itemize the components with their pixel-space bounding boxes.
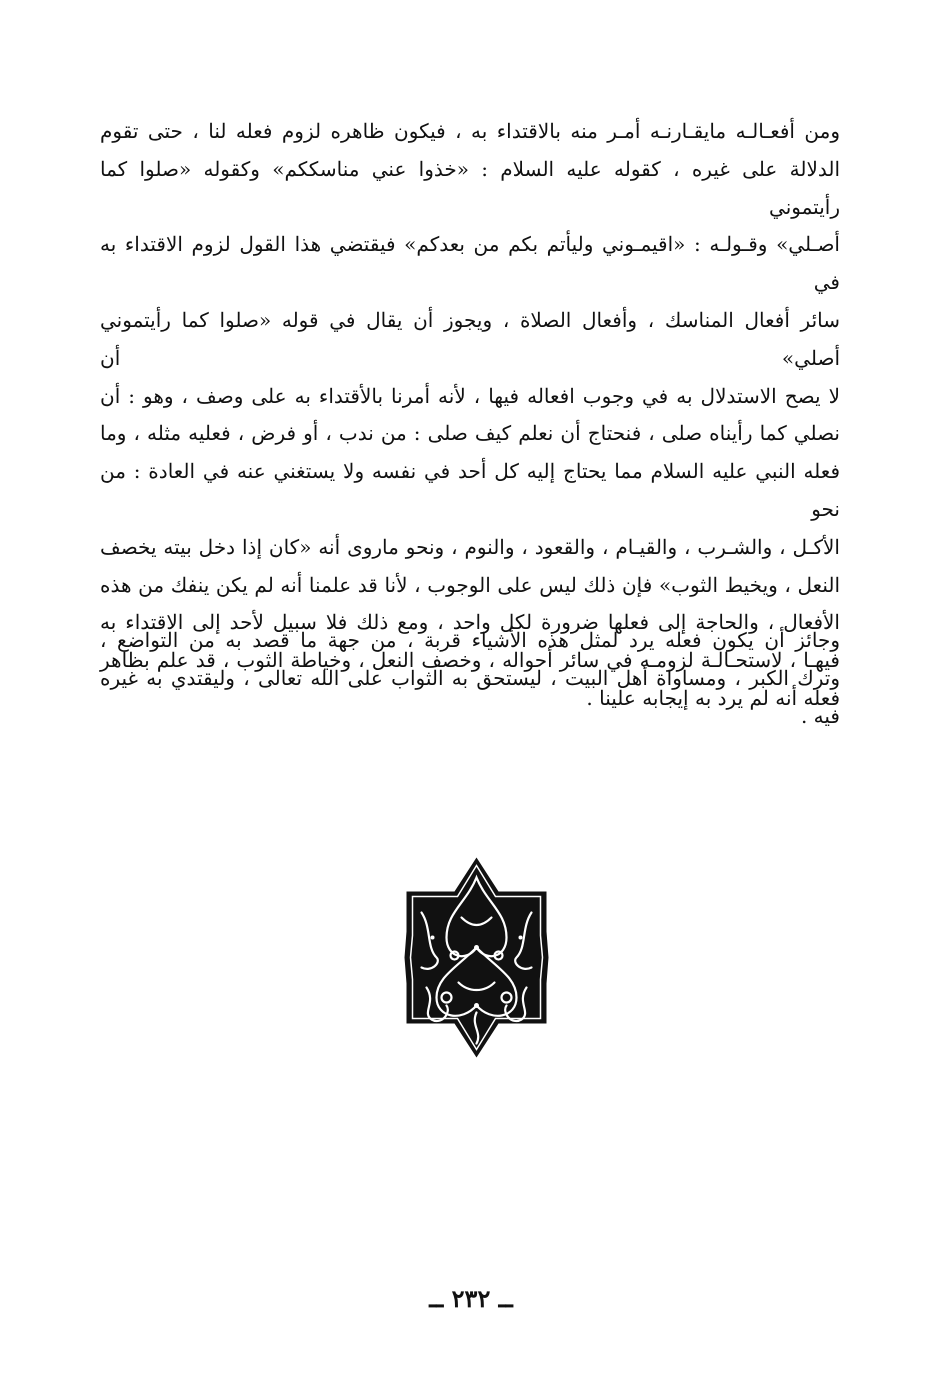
text-line: نصلي كما رأيناه صلى ، فنحتاج أن نعلم كيف صلى : من ندب ، أو فرض ، فعليه مثله ، وما [100,421,840,446]
text-line: فعله النبي عليه السلام مما يحتاج إليه كل أحد في نفسه ولا يستغني عنه في العادة : من نحو [100,459,840,521]
text-line: وجائز أن يكون فعله يرد لمثل هذه الأشياء قربة ، من جهة ما قصد به من التواضع ، [100,628,840,652]
text-line: فعله أنه لم يرد به إيجابه علينا . [586,685,840,710]
text-line: النعل ، ويخيط الثوب» فإن ذلك ليس على الوجوب ، لأنا قد علمنا أنه لم يكن ينفك من هذه [100,572,840,597]
text-line: الدلالة على غيره ، كقوله عليه السلام : «خذوا عني مناسككم» وكقوله «صلوا كما رأيتموني [100,156,841,219]
text-line: ومن أفعـالـه مايقـارنـه أمـر منه بالاقتداء به ، فيكون ظاهره لزوم فعله لنا ، حتى تقوم [100,119,840,143]
page-number: ــ ٢٣٢ ــ [429,1284,513,1313]
islamic-star-ornament-icon [404,855,549,1060]
text-line: فيه . [800,703,840,728]
text-line: الأفعال ، والحاجة إلى فعلها ضرورة لكل واحد ، ومع ذلك فلا سبيل لأحد إلى الاقتداء به [100,610,840,635]
text-line: لا يصح الاستدلال به في وجوب افعاله فيها ، لأنه أمرنا بالأقتداء به على وصف ، وهو : أن [100,383,840,408]
text-line: سائر أفعال المناسك ، وأفعال الصلاة ، ويجوز أن يقال في قوله «صلوا كما رأيتموني أصلي» أن [100,307,840,370]
text-line: أصـلي» وقـولـه : «اقيمـوني وليأتم بكم من بعدكم» فيقتضي هذا القول لزوم الاقتداء به في [100,232,840,295]
paragraph-2 [100,622,840,735]
text-line: فيهـا ، لاستحـالـة لزومـه في سائر أحواله ، وخصف النعل ، وخياطة الثوب ، قد علم بظاهر [100,648,840,673]
text-line: الأكـل ، والشـرب ، والقيـام ، والقعود ، والنوم ، ونحو ماروى أنه «كان إذا دخل بيته يخصف [100,534,840,559]
text-line: وترك الكبر ، ومساواة أهل البيت ، ليستحق به الثواب على الله تعالى ، وليقتدي به غيره [100,665,840,690]
